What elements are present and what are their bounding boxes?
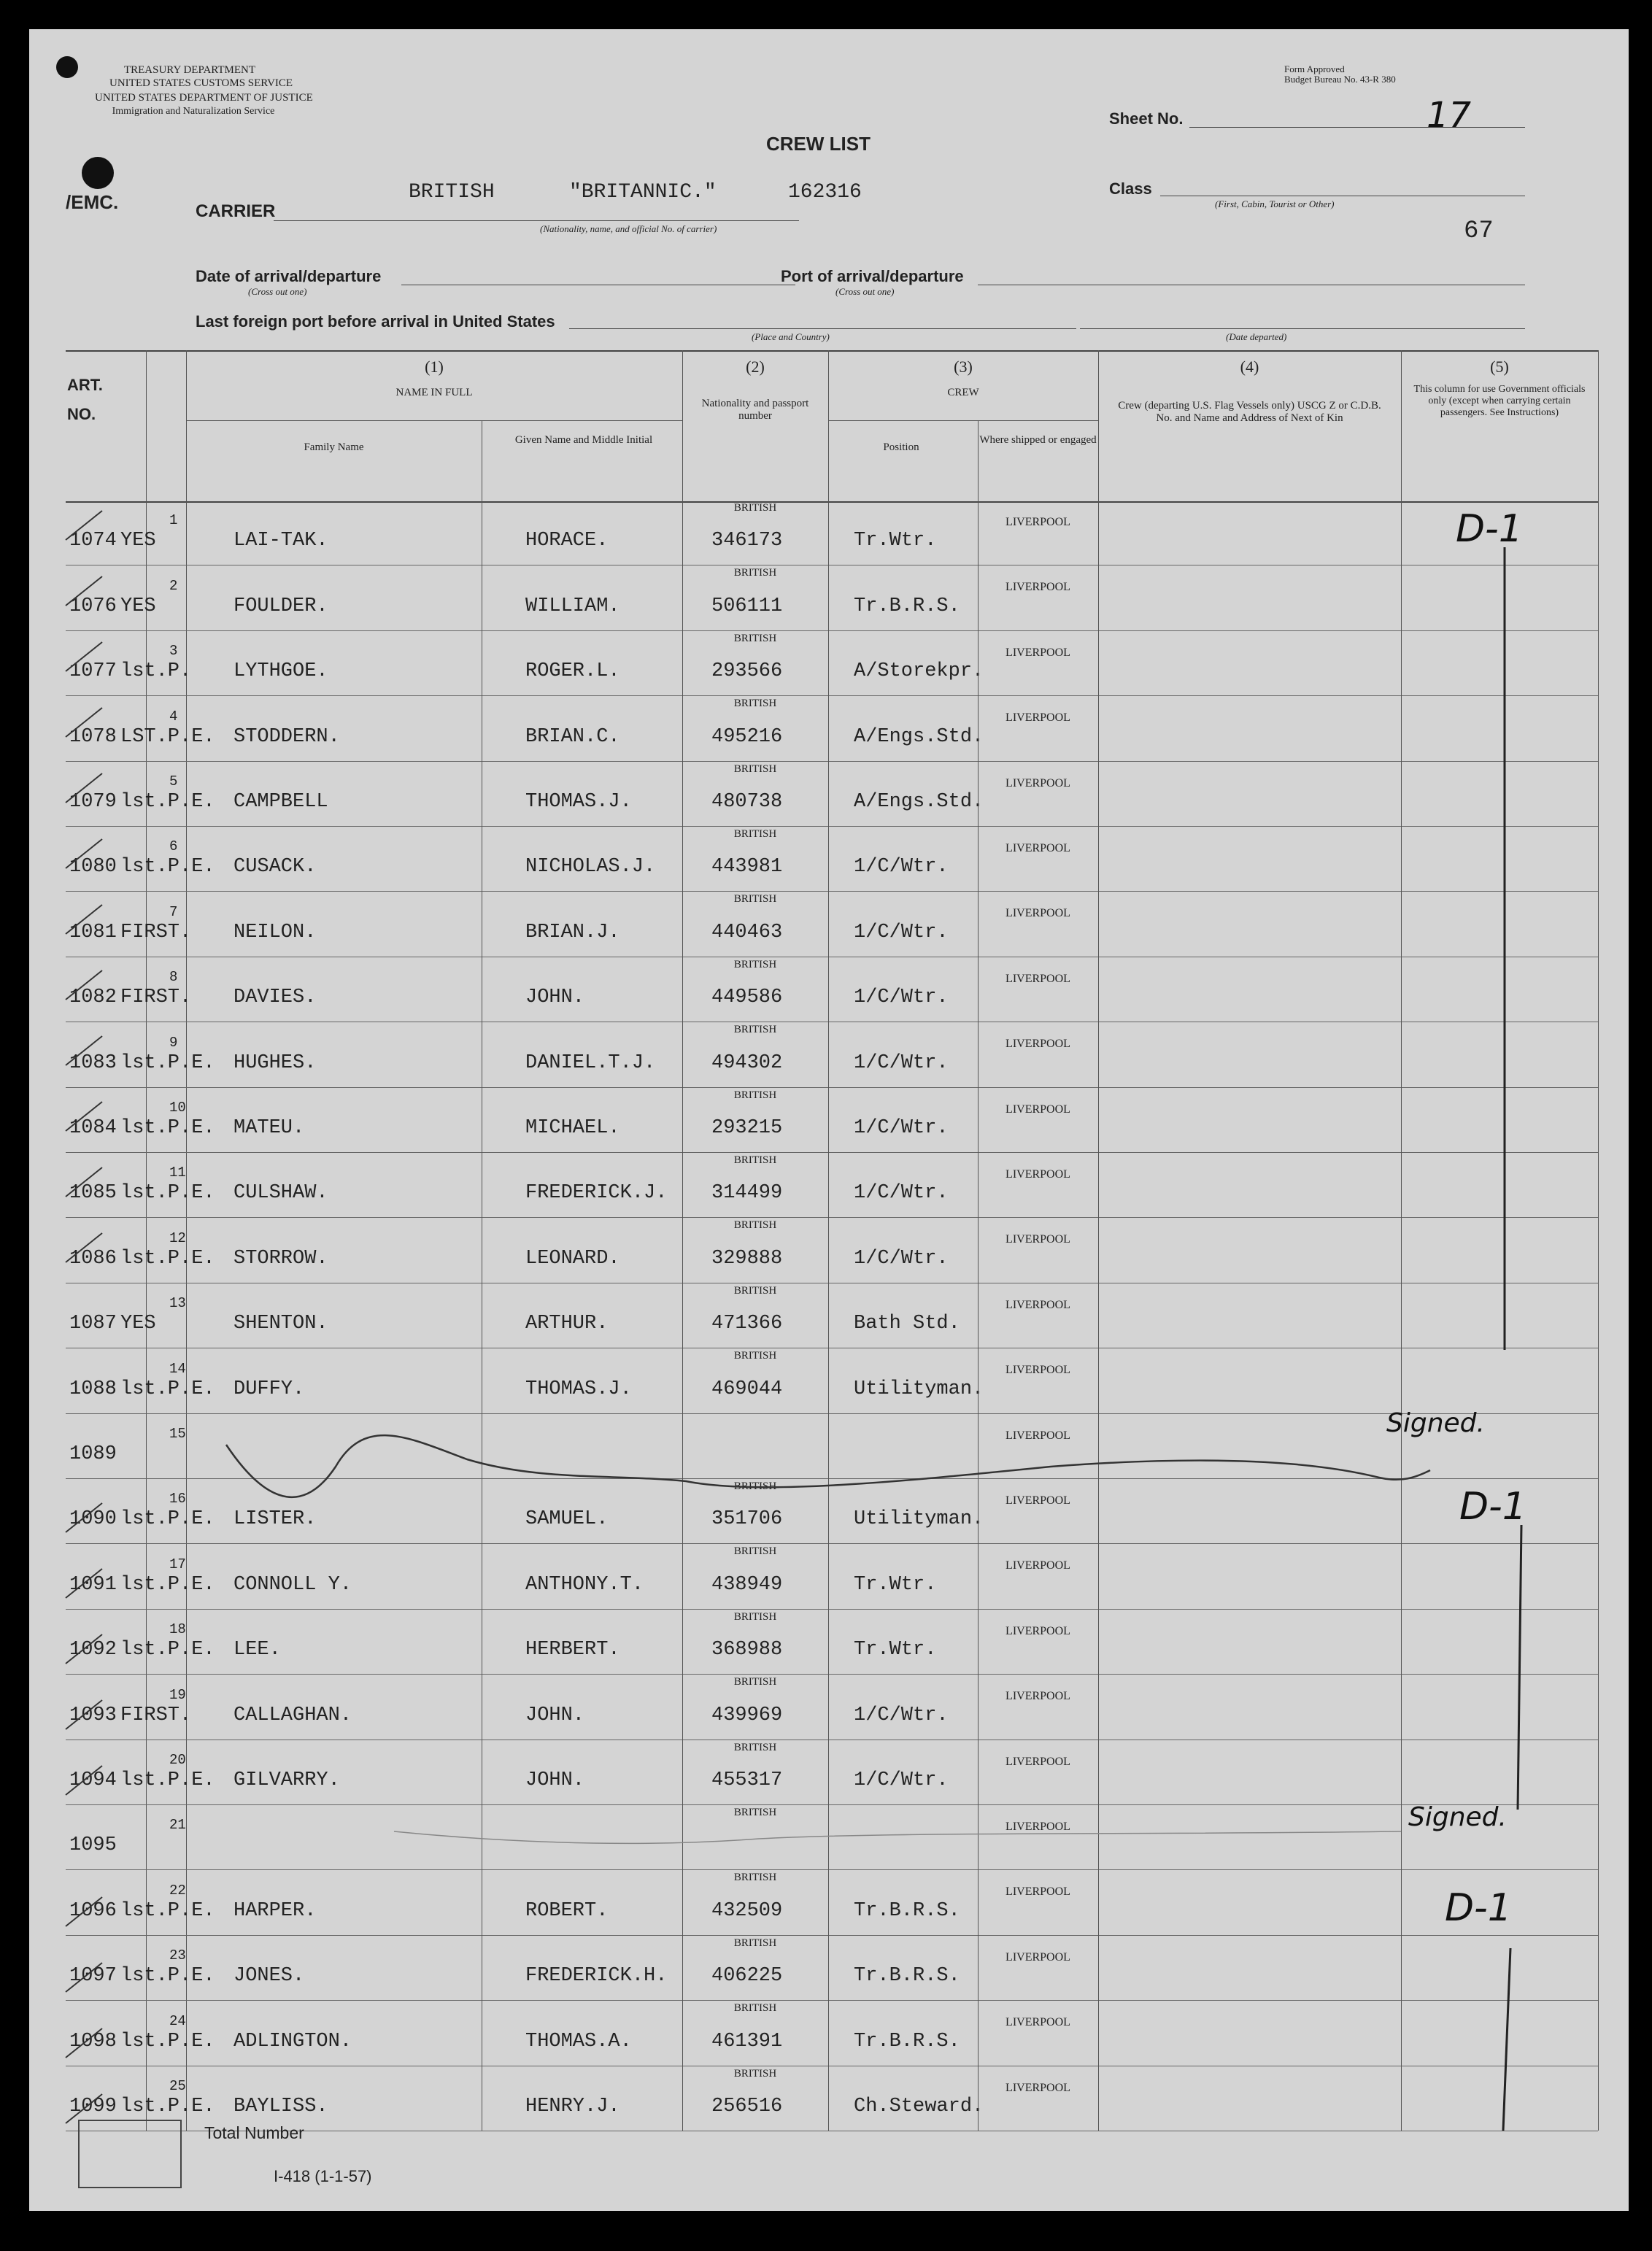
col2-number: (2) bbox=[746, 358, 765, 376]
art-number: 1085 bbox=[69, 1182, 117, 1205]
given-name: HERBERT. bbox=[525, 1639, 620, 1661]
dept-line-4: Immigration and Naturalization Service bbox=[112, 106, 275, 117]
art-number: 1091 bbox=[69, 1573, 117, 1596]
status: YES bbox=[120, 530, 156, 552]
status: lst.P.E. bbox=[120, 1051, 215, 1074]
status: lst.P.E. bbox=[120, 856, 215, 879]
family-name: CULSHAW. bbox=[233, 1182, 328, 1205]
art-number: 1087 bbox=[69, 1313, 117, 1335]
passport-number: 449586 bbox=[711, 986, 783, 1009]
status: lst.P.E. bbox=[120, 1769, 215, 1791]
status: lst.P.E. bbox=[120, 1182, 215, 1205]
family-name: HARPER. bbox=[233, 1899, 317, 1922]
class-label: Class bbox=[1109, 179, 1152, 198]
position: A/Engs.Std. bbox=[854, 725, 984, 748]
col3-number: (3) bbox=[954, 358, 973, 376]
nationality: BRITISH bbox=[733, 1350, 777, 1362]
nationality: BRITISH bbox=[733, 2067, 777, 2080]
where-shipped: LIVERPOOL bbox=[1006, 581, 1070, 594]
position: 1/C/Wtr. bbox=[854, 986, 949, 1009]
nationality: BRITISH bbox=[733, 1676, 777, 1688]
family-name: CUSACK. bbox=[233, 856, 317, 879]
nationality: BRITISH bbox=[733, 1937, 777, 1949]
art-number: 1082 bbox=[69, 986, 117, 1009]
given-name: ROBERT. bbox=[525, 1899, 609, 1922]
art-no-header: ART. NO. bbox=[67, 376, 103, 423]
nationality: BRITISH bbox=[733, 1089, 777, 1101]
art-number: 1090 bbox=[69, 1508, 117, 1531]
passport-number: 329888 bbox=[711, 1247, 783, 1270]
line-number: 16 bbox=[169, 1491, 186, 1507]
position: 1/C/Wtr. bbox=[854, 1116, 949, 1139]
status: lst.P.E. bbox=[120, 1639, 215, 1661]
line-number: 5 bbox=[169, 773, 178, 789]
position-header: Position bbox=[883, 441, 919, 453]
passport-number: 406225 bbox=[711, 1965, 783, 1988]
given-name: JOHN. bbox=[525, 1769, 585, 1791]
passport-number: 432509 bbox=[711, 1899, 783, 1922]
passport-number: 471366 bbox=[711, 1313, 783, 1335]
art-number: 1074 bbox=[69, 530, 117, 552]
family-name: LEE. bbox=[233, 1639, 281, 1661]
given-name: SAMUEL. bbox=[525, 1508, 609, 1531]
passport-number: 469044 bbox=[711, 1378, 783, 1400]
carrier-name: "BRITANNIC." bbox=[569, 181, 717, 204]
passport-number: 314499 bbox=[711, 1182, 783, 1205]
line-number: 14 bbox=[169, 1360, 186, 1377]
position: Tr.Wtr. bbox=[854, 1639, 937, 1661]
bracket-line bbox=[1518, 1525, 1521, 1810]
line-number: 20 bbox=[169, 1751, 186, 1768]
art-number: 1083 bbox=[69, 1051, 117, 1074]
line-number: 22 bbox=[169, 1882, 186, 1899]
art-number: 1078 bbox=[69, 725, 117, 748]
family-name: BAYLISS. bbox=[233, 2095, 328, 2117]
line-number: 11 bbox=[169, 1165, 186, 1181]
given-name: JOHN. bbox=[525, 1704, 585, 1726]
status: LST.P.E. bbox=[120, 725, 215, 748]
nationality: BRITISH bbox=[733, 502, 777, 514]
where-shipped: LIVERPOOL bbox=[1006, 1038, 1070, 1051]
port-label: Port of arrival/departure bbox=[781, 267, 964, 285]
where-shipped: LIVERPOOL bbox=[1006, 1429, 1070, 1442]
passport-number: 506111 bbox=[711, 595, 783, 617]
position: 1/C/Wtr. bbox=[854, 1247, 949, 1270]
family-name: NEILON. bbox=[233, 921, 317, 943]
status: YES bbox=[120, 595, 156, 617]
carrier-nationality: BRITISH bbox=[409, 181, 495, 204]
family-name: FOULDER. bbox=[233, 595, 328, 617]
art-number: 1097 bbox=[69, 1965, 117, 1988]
position: 1/C/Wtr. bbox=[854, 1769, 949, 1791]
total-number-box bbox=[78, 2120, 182, 2188]
given-name: THOMAS.A. bbox=[525, 2030, 632, 2053]
family-name: LISTER. bbox=[233, 1508, 317, 1531]
where-shipped: LIVERPOOL bbox=[1006, 1168, 1070, 1181]
carrier-caption: (Nationality, name, and official No. of carrier) bbox=[540, 223, 717, 234]
handwriting-overlay bbox=[29, 29, 1629, 2211]
given-name: LEONARD. bbox=[525, 1247, 620, 1270]
status: lst.P.E. bbox=[120, 790, 215, 813]
nationality: BRITISH bbox=[733, 1154, 777, 1166]
dept-line-3: UNITED STATES DEPARTMENT OF JUSTICE bbox=[95, 92, 313, 104]
given-name: THOMAS.J. bbox=[525, 790, 632, 813]
form-approved: Form Approved bbox=[1284, 63, 1345, 74]
line-number: 23 bbox=[169, 1947, 186, 1964]
line-number: 24 bbox=[169, 2012, 186, 2029]
status: lst.P. bbox=[120, 660, 192, 683]
given-name: NICHOLAS.J. bbox=[525, 856, 656, 879]
where-shipped: LIVERPOOL bbox=[1006, 1821, 1070, 1833]
where-shipped: LIVERPOOL bbox=[1006, 711, 1070, 725]
family-name: JONES. bbox=[233, 1965, 305, 1988]
position: 1/C/Wtr. bbox=[854, 1704, 949, 1726]
where-shipped: LIVERPOOL bbox=[1006, 972, 1070, 985]
d1-annotation: D-1 bbox=[1445, 1886, 1512, 1930]
status: FIRST. bbox=[120, 1704, 192, 1726]
sheet-value: 17 bbox=[1427, 95, 1472, 136]
where-shipped: LIVERPOOL bbox=[1006, 907, 1070, 920]
line-number: 15 bbox=[169, 1425, 186, 1442]
line-number: 17 bbox=[169, 1556, 186, 1572]
col4-number: (4) bbox=[1240, 358, 1259, 376]
given-name-header: Given Name and Middle Initial bbox=[514, 434, 653, 446]
family-name: STORROW. bbox=[233, 1247, 328, 1270]
passport-number: 293215 bbox=[711, 1116, 783, 1139]
passport-number: 461391 bbox=[711, 2030, 783, 2053]
where-shipped: LIVERPOOL bbox=[1006, 1298, 1070, 1311]
line-number: 2 bbox=[169, 577, 178, 594]
status: lst.P.E. bbox=[120, 1378, 215, 1400]
where-shipped: LIVERPOOL bbox=[1006, 1364, 1070, 1377]
nationality: BRITISH bbox=[733, 1024, 777, 1036]
given-name: ARTHUR. bbox=[525, 1313, 609, 1335]
family-name: SHENTON. bbox=[233, 1313, 328, 1335]
position: Tr.B.R.S. bbox=[854, 2030, 960, 2053]
position: Utilityman. bbox=[854, 1378, 984, 1400]
page-title: CREW LIST bbox=[766, 133, 871, 155]
col2-title: Nationality and passport number bbox=[701, 398, 809, 422]
art-number: 1095 bbox=[69, 1834, 117, 1857]
position: A/Engs.Std. bbox=[854, 790, 984, 813]
status: lst.P.E. bbox=[120, 1573, 215, 1596]
bracket-line bbox=[1503, 1948, 1510, 2131]
date-caption: (Cross out one) bbox=[248, 286, 307, 297]
art-number: 1092 bbox=[69, 1639, 117, 1661]
nationality: BRITISH bbox=[733, 893, 777, 906]
strike-squiggle bbox=[226, 1435, 1430, 1497]
line-number: 18 bbox=[169, 1621, 186, 1638]
art-number: 1096 bbox=[69, 1899, 117, 1922]
given-name: FREDERICK.J. bbox=[525, 1182, 668, 1205]
status: lst.P.E. bbox=[120, 1965, 215, 1988]
col5-title: This column for use Government officials only (except when carrying certain passengers. See Instructions) bbox=[1413, 384, 1586, 418]
family-name: STODDERN. bbox=[233, 725, 340, 748]
total-number-label: Total Number bbox=[204, 2123, 304, 2142]
passport-number: 494302 bbox=[711, 1051, 783, 1074]
col1-title: NAME IN FULL bbox=[395, 387, 473, 398]
col5-number: (5) bbox=[1490, 358, 1509, 376]
position: Utilityman. bbox=[854, 1508, 984, 1531]
line-number: 8 bbox=[169, 969, 178, 986]
family-name: GILVARRY. bbox=[233, 1769, 340, 1791]
line-number: 3 bbox=[169, 643, 178, 660]
line-number: 12 bbox=[169, 1229, 186, 1246]
crew-list-form bbox=[29, 29, 1629, 2211]
given-name: BRIAN.J. bbox=[525, 921, 620, 943]
nationality: BRITISH bbox=[733, 1807, 777, 1818]
line-number: 19 bbox=[169, 1686, 186, 1703]
nationality: BRITISH bbox=[733, 958, 777, 970]
position: Tr.B.R.S. bbox=[854, 1965, 960, 1988]
family-name: DAVIES. bbox=[233, 986, 317, 1009]
signed-annotation: Signed. bbox=[1386, 1408, 1485, 1438]
art-number: 1088 bbox=[69, 1378, 117, 1400]
passport-number: 293566 bbox=[711, 660, 783, 683]
place-caption: (Place and Country) bbox=[752, 331, 830, 342]
family-name: ADLINGTON. bbox=[233, 2030, 352, 2053]
family-name: LYTHGOE. bbox=[233, 660, 328, 683]
where-shipped: LIVERPOOL bbox=[1006, 776, 1070, 789]
passport-number: 438949 bbox=[711, 1573, 783, 1596]
dept-line-1: TREASURY DEPARTMENT bbox=[123, 64, 256, 76]
family-name: CALLAGHAN. bbox=[233, 1704, 352, 1726]
given-name: HENRY.J. bbox=[525, 2095, 620, 2117]
passport-number: 480738 bbox=[711, 790, 783, 813]
position: 1/C/Wtr. bbox=[854, 1051, 949, 1074]
art-number: 1076 bbox=[69, 595, 117, 617]
form-number: I-418 (1-1-57) bbox=[274, 2167, 372, 2185]
art-number: 1080 bbox=[69, 856, 117, 879]
sheet-label: Sheet No. bbox=[1109, 109, 1184, 128]
given-name: FREDERICK.H. bbox=[525, 1965, 668, 1988]
status: lst.P.E. bbox=[120, 2095, 215, 2117]
where-shipped: LIVERPOOL bbox=[1006, 1950, 1070, 1964]
given-name: DANIEL.T.J. bbox=[525, 1051, 656, 1074]
line-number: 25 bbox=[169, 2077, 186, 2094]
passport-number: 346173 bbox=[711, 530, 783, 552]
nationality: BRITISH bbox=[733, 828, 777, 840]
where-shipped: LIVERPOOL bbox=[1006, 1885, 1070, 1899]
nationality: BRITISH bbox=[733, 1545, 777, 1558]
position: Bath Std. bbox=[854, 1313, 960, 1335]
family-name: LAI-TAK. bbox=[233, 530, 328, 552]
passport-number: 439969 bbox=[711, 1704, 783, 1726]
position: 1/C/Wtr. bbox=[854, 921, 949, 943]
art-number: 1098 bbox=[69, 2030, 117, 2053]
art-number: 1089 bbox=[69, 1443, 117, 1465]
emc-mark: /EMC. bbox=[66, 191, 119, 213]
where-shipped: LIVERPOOL bbox=[1006, 1494, 1070, 1507]
status: lst.P.E. bbox=[120, 2030, 215, 2053]
carrier-label: CARRIER bbox=[196, 201, 276, 221]
art-number: 1093 bbox=[69, 1704, 117, 1726]
status: lst.P.E. bbox=[120, 1508, 215, 1531]
date-label: Date of arrival/departure bbox=[196, 267, 382, 285]
family-name: CAMPBELL bbox=[233, 790, 328, 813]
line-number: 7 bbox=[169, 903, 178, 920]
where-shipped: LIVERPOOL bbox=[1006, 1624, 1070, 1637]
nationality: BRITISH bbox=[733, 1610, 777, 1623]
position: Tr.Wtr. bbox=[854, 1573, 937, 1596]
given-name: HORACE. bbox=[525, 530, 609, 552]
status: lst.P.E. bbox=[120, 1247, 215, 1270]
position: Ch.Steward. bbox=[854, 2095, 984, 2117]
given-name: ROGER.L. bbox=[525, 660, 620, 683]
given-name: BRIAN.C. bbox=[525, 725, 620, 748]
position: Tr.Wtr. bbox=[854, 530, 937, 552]
passport-number: 455317 bbox=[711, 1769, 783, 1791]
art-number: 1099 bbox=[69, 2095, 117, 2117]
position: 1/C/Wtr. bbox=[854, 1182, 949, 1205]
given-name: MICHAEL. bbox=[525, 1116, 620, 1139]
given-name: WILLIAM. bbox=[525, 595, 620, 617]
art-number: 1084 bbox=[69, 1116, 117, 1139]
nationality: BRITISH bbox=[733, 1480, 777, 1492]
where-shipped-header: Where shipped or engaged bbox=[979, 434, 1097, 446]
line-number: 4 bbox=[169, 708, 178, 725]
class-caption: (First, Cabin, Tourist or Other) bbox=[1215, 198, 1335, 209]
position: 1/C/Wtr. bbox=[854, 856, 949, 879]
check-marks bbox=[66, 511, 102, 2123]
where-shipped: LIVERPOOL bbox=[1006, 2016, 1070, 2029]
date-departed-caption: (Date departed) bbox=[1226, 331, 1287, 342]
passport-number: 256516 bbox=[711, 2095, 783, 2117]
art-number: 1081 bbox=[69, 921, 117, 943]
passport-number: 495216 bbox=[711, 725, 783, 748]
nationality: BRITISH bbox=[733, 698, 777, 710]
art-number: 1079 bbox=[69, 790, 117, 813]
where-shipped: LIVERPOOL bbox=[1006, 1690, 1070, 1703]
status: lst.P.E. bbox=[120, 1899, 215, 1922]
given-name: JOHN. bbox=[525, 986, 585, 1009]
where-shipped: LIVERPOOL bbox=[1006, 1559, 1070, 1572]
where-shipped: LIVERPOOL bbox=[1006, 2081, 1070, 2094]
art-number: 1094 bbox=[69, 1769, 117, 1791]
d1-annotation: D-1 bbox=[1456, 507, 1523, 551]
status: FIRST. bbox=[120, 921, 192, 943]
nationality: BRITISH bbox=[733, 762, 777, 775]
position: Tr.B.R.S. bbox=[854, 595, 960, 617]
family-name: HUGHES. bbox=[233, 1051, 317, 1074]
last-port-label: Last foreign port before arrival in United States bbox=[196, 312, 555, 331]
where-shipped: LIVERPOOL bbox=[1006, 842, 1070, 854]
where-shipped: LIVERPOOL bbox=[1006, 1233, 1070, 1246]
page-number: 67 bbox=[1464, 217, 1494, 245]
art-number: 1077 bbox=[69, 660, 117, 683]
nationality: BRITISH bbox=[733, 567, 777, 579]
status: lst.P.E. bbox=[120, 1116, 215, 1139]
family-name: DUFFY. bbox=[233, 1378, 305, 1400]
family-name: MATEU. bbox=[233, 1116, 305, 1139]
line-number: 9 bbox=[169, 1034, 178, 1051]
status: YES bbox=[120, 1313, 156, 1335]
where-shipped: LIVERPOOL bbox=[1006, 516, 1070, 528]
nationality: BRITISH bbox=[733, 1741, 777, 1753]
strike-line bbox=[394, 1831, 1401, 1843]
passport-number: 443981 bbox=[711, 856, 783, 879]
art-number: 1086 bbox=[69, 1247, 117, 1270]
signed-annotation: Signed. bbox=[1408, 1802, 1507, 1832]
col4-title: Crew (departing U.S. Flag Vessels only) USCG Z or C.D.B. No. and Name and Address of Next of Kin bbox=[1118, 400, 1381, 424]
nationality: BRITISH bbox=[733, 1219, 777, 1232]
given-name: THOMAS.J. bbox=[525, 1378, 632, 1400]
line-number: 10 bbox=[169, 1099, 186, 1116]
family-name-header: Family Name bbox=[304, 441, 364, 453]
budget-bureau: Budget Bureau No. 43-R 380 bbox=[1284, 74, 1396, 85]
where-shipped: LIVERPOOL bbox=[1006, 1755, 1070, 1768]
given-name: ANTHONY.T. bbox=[525, 1573, 644, 1596]
col3-title: CREW bbox=[947, 387, 979, 398]
position: Tr.B.R.S. bbox=[854, 1899, 960, 1922]
port-caption: (Cross out one) bbox=[835, 286, 895, 297]
line-number: 21 bbox=[169, 1817, 186, 1834]
passport-number: 351706 bbox=[711, 1508, 783, 1531]
nationality: BRITISH bbox=[733, 1284, 777, 1297]
passport-number: 368988 bbox=[711, 1639, 783, 1661]
nationality: BRITISH bbox=[733, 632, 777, 644]
nationality: BRITISH bbox=[733, 1872, 777, 1884]
dept-line-2: UNITED STATES CUSTOMS SERVICE bbox=[109, 77, 293, 89]
passport-number: 440463 bbox=[711, 921, 783, 943]
d1-annotation: D-1 bbox=[1459, 1485, 1526, 1529]
position: A/Storekpr. bbox=[854, 660, 984, 683]
nationality: BRITISH bbox=[733, 2002, 777, 2015]
where-shipped: LIVERPOOL bbox=[1006, 1103, 1070, 1116]
status: FIRST. bbox=[120, 986, 192, 1009]
family-name: CONNOLL Y. bbox=[233, 1573, 352, 1596]
line-number: 6 bbox=[169, 838, 178, 855]
where-shipped: LIVERPOOL bbox=[1006, 646, 1070, 659]
col1-number: (1) bbox=[425, 358, 444, 376]
line-number: 1 bbox=[169, 512, 178, 529]
line-number: 13 bbox=[169, 1295, 186, 1312]
carrier-number: 162316 bbox=[788, 181, 862, 204]
